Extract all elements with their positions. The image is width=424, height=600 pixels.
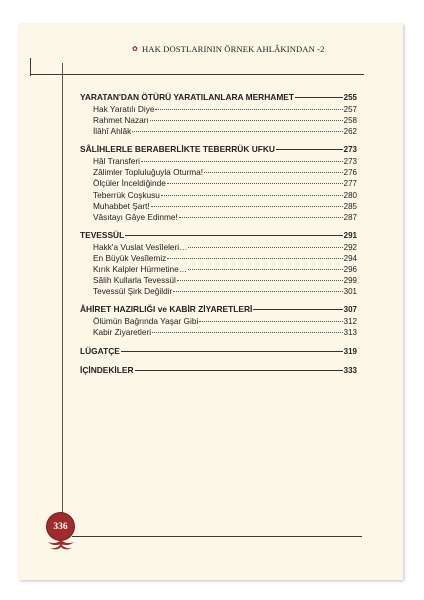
toc-section-heading[interactable] [80, 144, 357, 156]
section-page: 291 [343, 230, 357, 240]
section-title: TEVESSÜL [80, 229, 125, 240]
header-ornament-icon: ✿ [132, 45, 138, 53]
floral-ornament-icon [44, 538, 78, 552]
dot-leader [177, 280, 343, 281]
entry-page: 273 [343, 157, 357, 167]
section-page: 273 [343, 145, 357, 155]
entry-page: 301 [343, 287, 357, 297]
entry-title: Muhabbet Şart! [93, 200, 150, 211]
dot-leader [135, 370, 343, 371]
section-gap [80, 339, 357, 346]
entry-page: 258 [343, 116, 357, 126]
entry-title: Ölçüler İnceldiğinde [93, 178, 166, 189]
dot-leader [152, 332, 343, 333]
section-title: LÜGATÇE [80, 345, 120, 356]
entry-page: 280 [343, 190, 357, 200]
footer-rule [72, 536, 362, 537]
toc-section-heading[interactable] [80, 346, 357, 358]
entry-page: 285 [343, 201, 357, 211]
entry-page: 262 [343, 127, 357, 137]
dot-leader [121, 351, 343, 352]
section-title: İÇİNDEKİLER [80, 364, 134, 375]
toc-entry[interactable] [80, 115, 357, 126]
page-number-badge [47, 513, 74, 540]
section-title: ÂHİRET HAZIRLIĞI ve KABİR ZİYARETLERİ [80, 304, 253, 315]
running-title: HAK DOSTLARININ ÖRNEK AHLÂKINDAN -2 [142, 44, 325, 54]
toc-entry[interactable] [80, 242, 357, 253]
toc-entry[interactable] [80, 286, 357, 297]
toc-section-heading[interactable] [80, 230, 357, 242]
entry-page: 257 [343, 105, 357, 114]
entry-page: 276 [343, 168, 357, 178]
dot-leader [151, 206, 343, 207]
entry-title: Sâlih Kullarla Tevessül [93, 275, 176, 286]
toc-entry[interactable] [80, 190, 357, 201]
entry-title: Hâl Transferi [93, 156, 141, 167]
dot-leader [132, 131, 342, 132]
section-page: 255 [343, 93, 357, 102]
toc-entry[interactable] [80, 104, 357, 115]
dot-leader [167, 258, 342, 259]
entry-title: Vâsıtayı Gâye Edinme! [93, 211, 178, 222]
toc-entry[interactable] [80, 264, 357, 275]
section-gap [80, 358, 357, 365]
toc-entry[interactable] [80, 327, 357, 338]
toc-entry[interactable] [80, 212, 357, 223]
dot-leader [199, 321, 342, 322]
toc-section-heading[interactable] [80, 304, 357, 316]
entry-page: 313 [343, 328, 357, 338]
dot-leader [188, 269, 343, 270]
entry-page: 287 [343, 212, 357, 222]
entry-page: 299 [343, 276, 357, 286]
toc-entry[interactable] [80, 201, 357, 212]
toc-entry[interactable] [80, 156, 357, 167]
toc-entry[interactable] [80, 167, 357, 178]
dot-leader [155, 109, 342, 110]
section-page: 307 [343, 305, 357, 315]
entry-title: Hak Yaratılı Diye [93, 104, 155, 114]
toc-section-heading[interactable] [80, 92, 357, 104]
entry-title: Rahmet Nazarı [93, 115, 149, 126]
toc-entry[interactable] [80, 316, 357, 327]
entry-title: Zâlimler Topluluğuyla Oturma! [93, 167, 204, 178]
entry-title: Tevessül Şirk Değildir [93, 286, 173, 297]
toc-entry[interactable] [80, 275, 357, 286]
dot-leader [188, 247, 342, 248]
header-rule [30, 74, 364, 75]
entry-page: 296 [343, 265, 357, 275]
entry-page: 277 [343, 179, 357, 189]
toc-entry[interactable] [80, 178, 357, 189]
table-of-contents [80, 92, 357, 377]
dot-leader [167, 183, 343, 184]
dot-leader [253, 309, 342, 310]
dot-leader [295, 97, 343, 98]
section-title: YARATAN'DAN ÖTÜRÜ YARATILANLARA MERHAMET [80, 92, 294, 102]
dot-leader [150, 120, 343, 121]
entry-title: Kabir Ziyaretleri [93, 327, 152, 338]
page-number: 336 [53, 521, 68, 532]
entry-page: 292 [343, 242, 357, 252]
entry-title: Ölümün Bağrında Yaşar Gibi [93, 316, 199, 327]
dot-leader [179, 217, 343, 218]
dot-leader [204, 172, 343, 173]
toc-entry[interactable] [80, 126, 357, 137]
section-page: 333 [343, 365, 357, 375]
dot-leader [276, 149, 343, 150]
entry-title: Hakk'a Vuslat Vesîleleri… [93, 241, 188, 252]
entry-title: Kırık Kalpler Hürmetine… [93, 264, 188, 275]
entry-title: Teberrük Coşkusu [93, 189, 160, 200]
margin-rule [62, 63, 63, 518]
toc-section-heading[interactable] [80, 365, 357, 377]
entry-title: En Büyük Vesîlemiz [93, 252, 167, 263]
dot-leader [125, 235, 342, 236]
dot-leader [173, 291, 342, 292]
dot-leader [161, 195, 343, 196]
entry-page: 312 [343, 317, 357, 327]
section-title: SÂLİHLERLE BERABERLİKTE TEBERRÜK UFKU [80, 144, 275, 155]
entry-title: İlâhî Ahlâk [93, 126, 132, 137]
section-gap [80, 223, 357, 230]
dot-leader [141, 161, 343, 162]
section-page: 319 [343, 346, 357, 356]
entry-page: 294 [343, 253, 357, 263]
toc-entry[interactable] [80, 253, 357, 264]
